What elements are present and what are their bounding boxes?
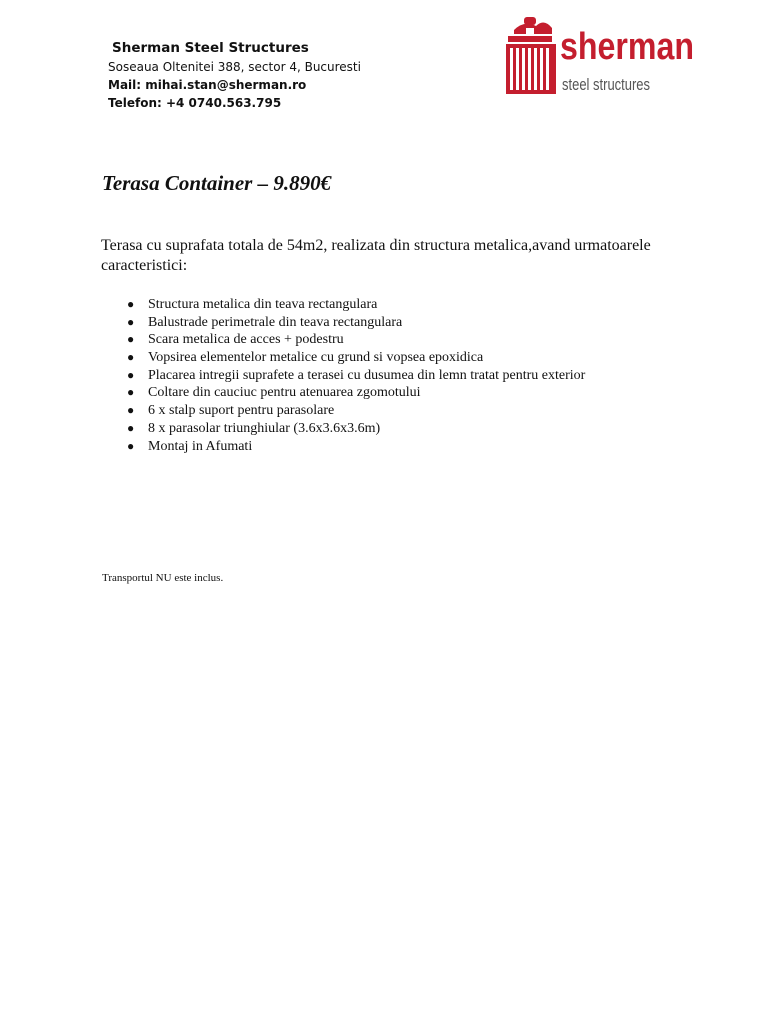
company-email: Mail: mihai.stan@sherman.ro	[108, 78, 307, 92]
feature-text: Vopsirea elementelor metalice cu grund si vopsea epoxidica	[148, 350, 484, 366]
list-item	[101, 402, 585, 420]
transport-note: Transportul NU este inclus.	[102, 572, 224, 584]
logo-tagline: steel structures	[562, 75, 650, 94]
company-name: Sherman Steel Structures	[112, 40, 309, 56]
company-info	[108, 38, 361, 112]
bullet-icon: ●	[127, 385, 135, 400]
list-item	[101, 349, 585, 367]
list-item	[101, 331, 585, 349]
feature-text: Montaj in Afumati	[148, 438, 253, 454]
bullet-icon: ●	[127, 367, 135, 382]
sherman-logo	[500, 14, 700, 104]
feature-text: Structura metalica din teava rectangulara	[148, 297, 378, 312]
list-item	[101, 314, 585, 332]
bullet-icon: ●	[127, 350, 135, 365]
list-item	[101, 384, 585, 402]
logo-wordmark: sherman	[560, 26, 694, 68]
intro-paragraph: Terasa cu suprafata totala de 54m2, realizata din structura metalica,avand urmatoarele caracteristici:	[101, 237, 651, 274]
feature-text: Balustrade perimetrale din teava rectangulara	[148, 314, 403, 330]
list-item	[101, 367, 585, 385]
company-phone: Telefon: +4 0740.563.795	[108, 96, 282, 110]
feature-text: Placarea intregii suprafete a terasei cu dusumea din lemn tratat pentru exterior	[148, 367, 586, 383]
list-item	[101, 296, 585, 314]
list-item	[101, 420, 585, 438]
bullet-icon: ●	[127, 297, 135, 311]
bullet-icon: ●	[127, 438, 135, 453]
bullet-icon: ●	[127, 314, 135, 329]
list-item	[101, 438, 585, 456]
bullet-icon: ●	[127, 403, 135, 418]
features-list	[101, 296, 585, 455]
bullet-icon: ●	[127, 420, 135, 435]
bullet-icon: ●	[127, 332, 135, 347]
feature-text: Scara metalica de acces + podestru	[148, 332, 344, 348]
feature-text: Coltare din cauciuc pentru atenuarea zgomotului	[148, 385, 421, 401]
company-address: Soseaua Oltenitei 388, sector 4, Bucuresti	[108, 60, 361, 74]
feature-text: 8 x parasolar triunghiular (3.6x3.6x3.6m)	[148, 420, 381, 436]
document-title: Terasa Container – 9.890€	[102, 171, 332, 195]
feature-text: 6 x stalp suport pentru parasolare	[148, 403, 335, 419]
